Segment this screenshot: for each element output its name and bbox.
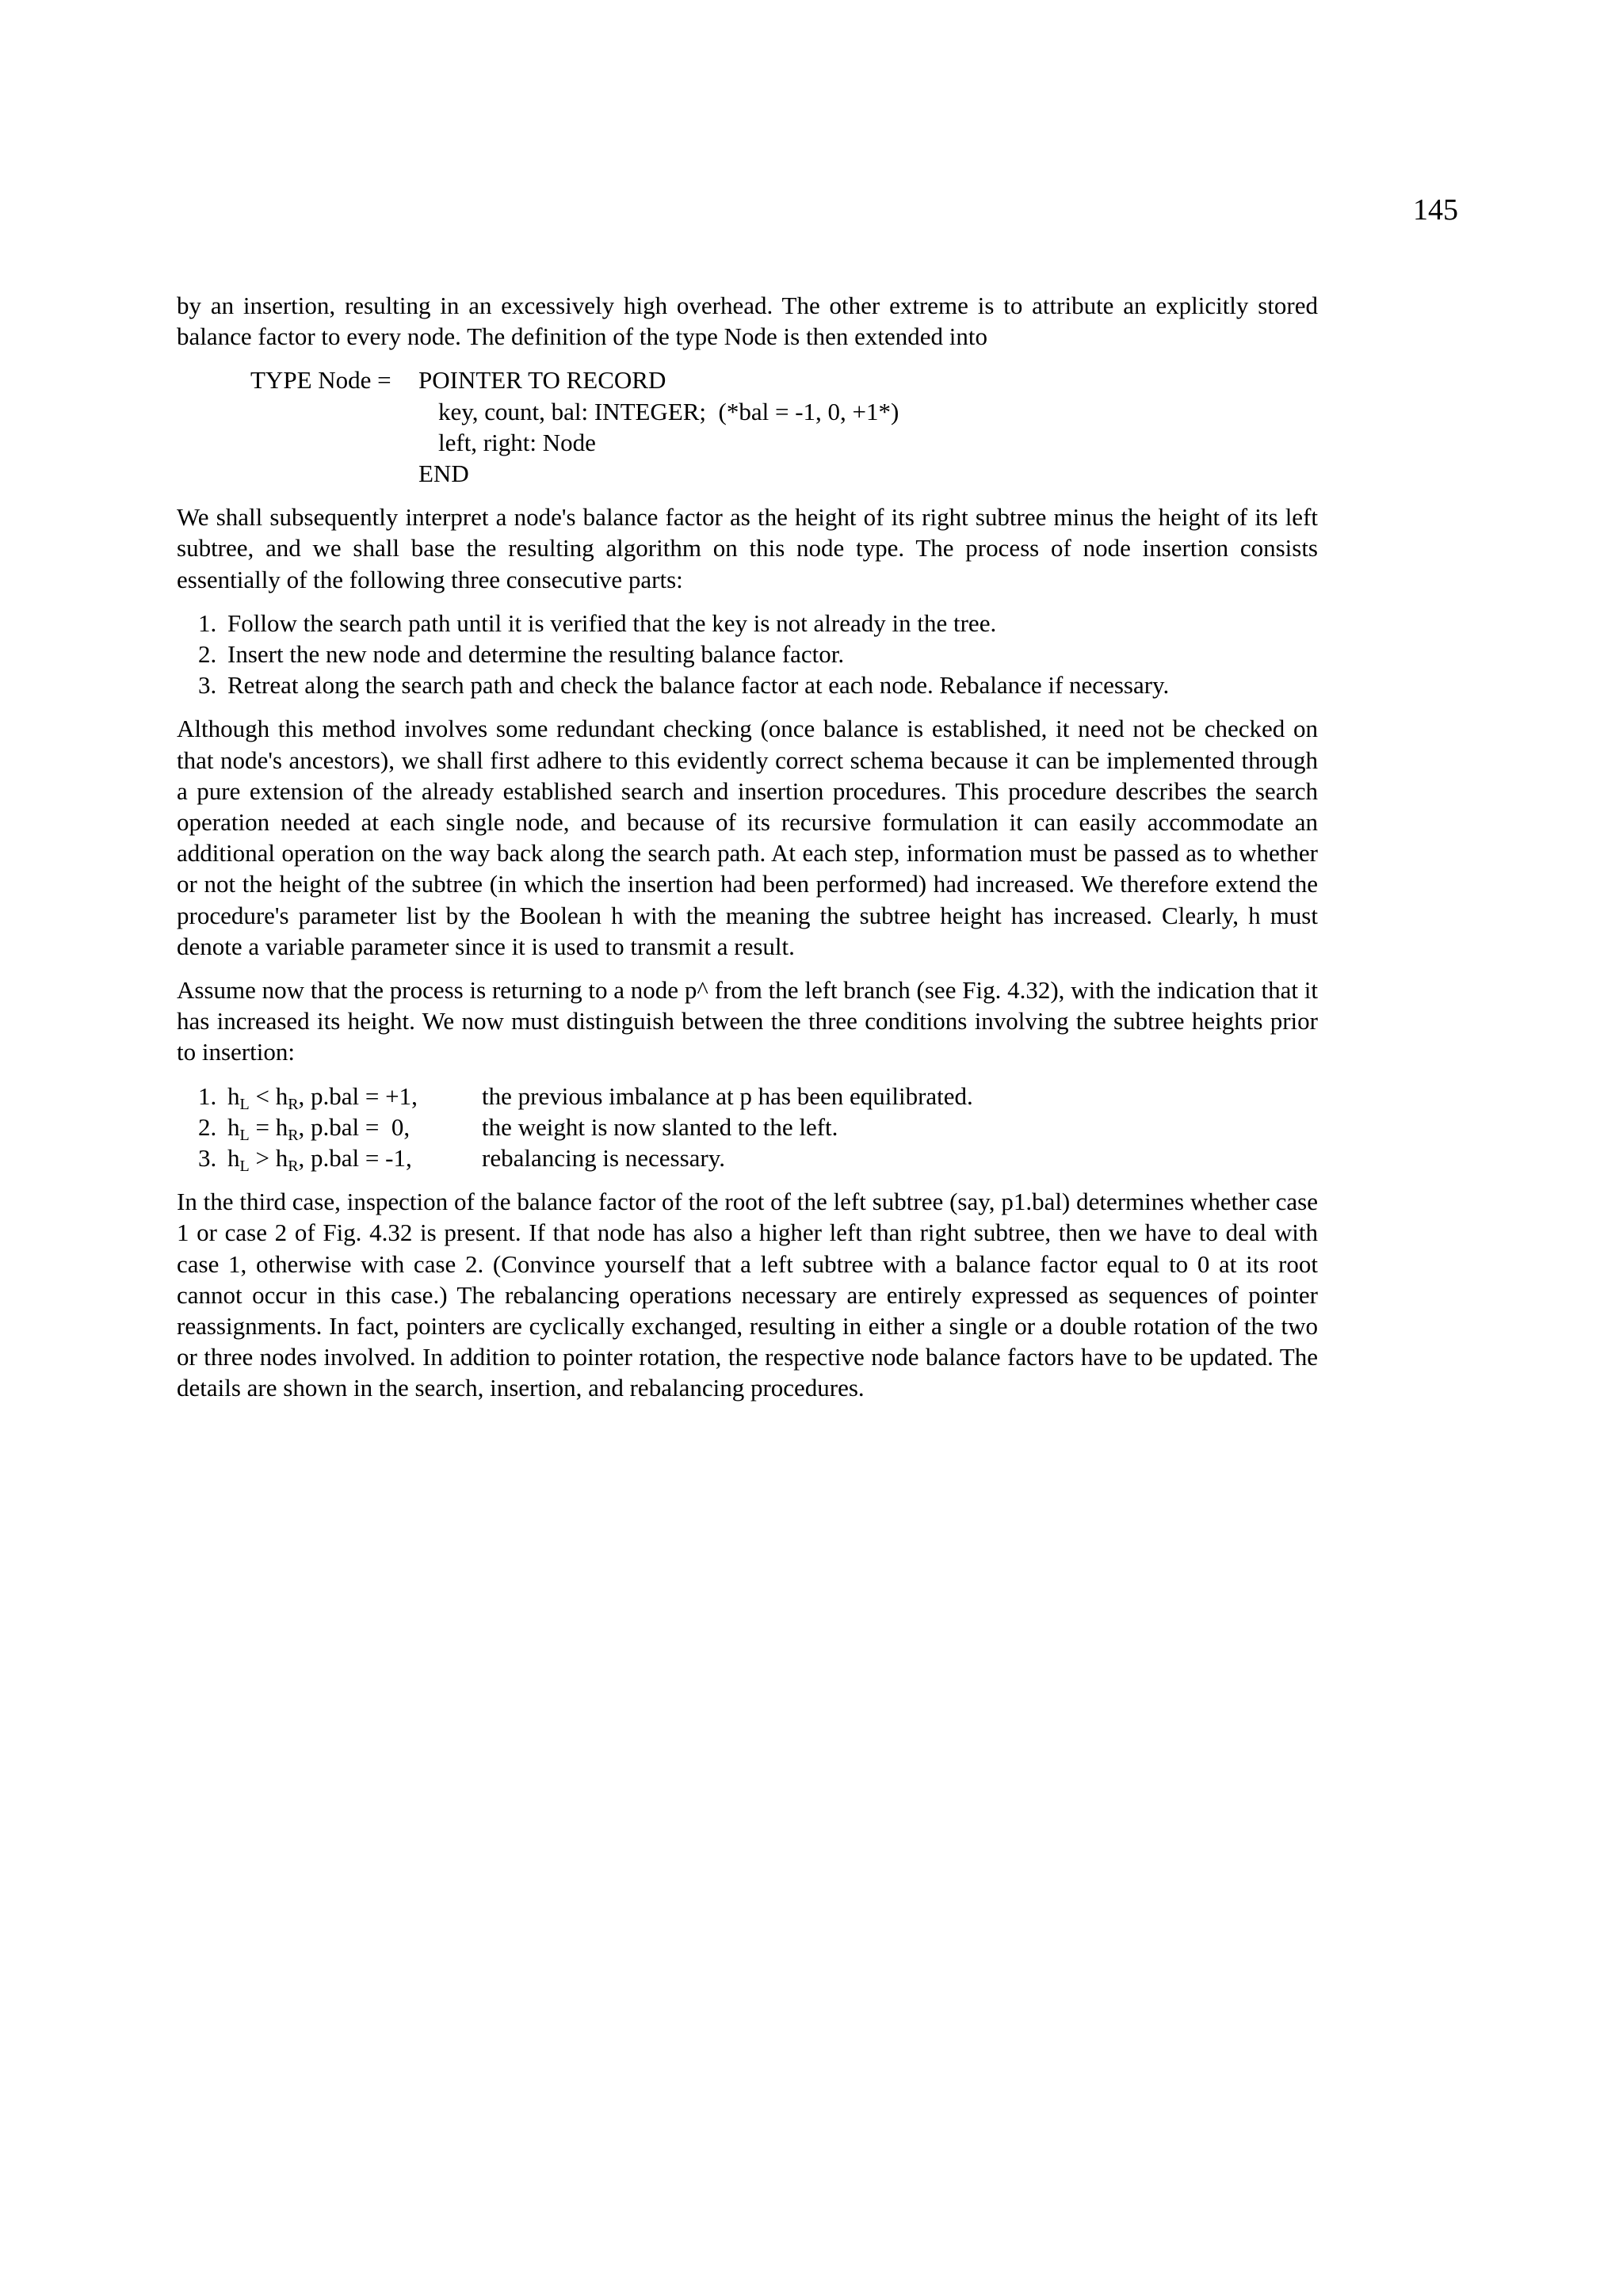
code-line-3 <box>177 427 1318 458</box>
spacer <box>177 352 1318 364</box>
condition-number: 2. <box>198 1112 217 1141</box>
condition-number: 3. <box>198 1143 217 1172</box>
code-text-3: left, right: Node <box>438 428 596 456</box>
condition-description: the previous imbalance at p has been equilibrated. <box>482 1081 973 1110</box>
condition-item <box>177 1142 1318 1173</box>
condition-description: rebalancing is necessary. <box>482 1143 725 1172</box>
list-item <box>177 669 1318 700</box>
paragraph-5: In the third case, inspection of the balance factor of the root of the left subtree (say, p1.bal) determines whether case 1 or case 2 of Fig. 4.32 is present. If that node has also a higher left than right subtree, then we have to deal with case 1, otherwise with case 2. (Convince yourself that a left subtree with a balance factor equal to 0 at its root cannot occur in this case.) The rebalancing operations necessary are entirely expressed as sequences of pointer reassignments. In fact, pointers are cyclically exchanged, resulting in either a single or a double rotation of the two or three nodes involved. In addition to pointer rotation, the respective node balance factors have to be updated. The details are shown in the search, insertion, and rebalancing procedures. <box>177 1188 1318 1402</box>
spacer <box>177 1173 1318 1186</box>
page-number: 145 <box>1413 193 1458 227</box>
paragraph-2: We shall subsequently interpret a node's balance factor as the height of its right subtree minus the height of its left subtree, and we shall base the resulting algorithm on this node type. The process of node insertion consists essentially of the following three consecutive parts: <box>177 503 1318 593</box>
condition-item <box>177 1081 1318 1112</box>
condition-expression: $h_L > h_R$, p.bal = -1, <box>227 1143 412 1175</box>
code-label: TYPE Node = <box>250 366 391 395</box>
steps-list <box>177 608 1318 701</box>
condition-item <box>177 1112 1318 1142</box>
spacer <box>177 962 1318 974</box>
list-item <box>177 608 1318 639</box>
conditions-list <box>177 1081 1318 1174</box>
condition-expression: $h_L = h_R$, p.bal = 0, <box>227 1112 411 1144</box>
condition-description: the weight is now slanted to the left. <box>482 1112 838 1141</box>
type-definition-code <box>177 364 1318 489</box>
paragraph-1: by an insertion, resulting in an excessively high overhead. The other extreme is to attribute an explicitly stored balance factor to every node. The definition of the type Node is then extended into <box>177 292 1318 351</box>
list-number: 3. <box>198 671 217 700</box>
code-text-1: POINTER TO RECORD <box>418 366 666 395</box>
spacer <box>177 700 1318 713</box>
code-line-2 <box>177 396 1318 427</box>
list-text: Insert the new node and determine the resulting balance factor. <box>227 639 845 668</box>
spacer <box>177 1068 1318 1081</box>
page-content <box>177 290 1318 1404</box>
spacer <box>177 595 1318 608</box>
list-number: 2. <box>198 639 217 668</box>
code-text-4: END <box>418 459 469 487</box>
paragraph-4: Assume now that the process is returning to a node p^ from the left branch (see Fig. 4.32), with the indication that it has increased its height. We now must distinguish between the three conditions involving the subtree heights prior to insertion: <box>177 975 1318 1066</box>
code-text-2: key, count, bal: INTEGER; (*bal = -1, 0, +1*) <box>438 397 899 425</box>
list-text: Follow the search path until it is verified that the key is not already in the tree. <box>227 608 997 637</box>
list-text: Retreat along the search path and check the balance factor at each node. Rebalance if necessary. <box>227 671 1170 700</box>
paragraph-3: Although this method involves some redundant checking (once balance is established, it need not be checked on that node's ancestors), we shall first adhere to this evidently correct schema because it can be implemented through a pure extension of the already established search and insertion procedures. This procedure describes the search operation needed at each single node, and because of its recursive formulation it can easily accommodate an additional operation on the way back along the search path. At each step, information must be passed as to whether or not the height of the subtree (in which the insertion had been performed) had increased. We therefore extend the procedure's parameter list by the Boolean h with the meaning the subtree height has increased. Clearly, h must denote a variable parameter since it is used to transmit a result. <box>177 715 1318 960</box>
code-line-1 <box>177 364 1318 395</box>
condition-expression: $h_L < h_R$, p.bal = +1, <box>227 1081 418 1113</box>
list-item <box>177 639 1318 669</box>
code-line-4 <box>177 458 1318 489</box>
spacer <box>177 489 1318 502</box>
list-number: 1. <box>198 608 217 637</box>
condition-number: 1. <box>198 1081 217 1110</box>
